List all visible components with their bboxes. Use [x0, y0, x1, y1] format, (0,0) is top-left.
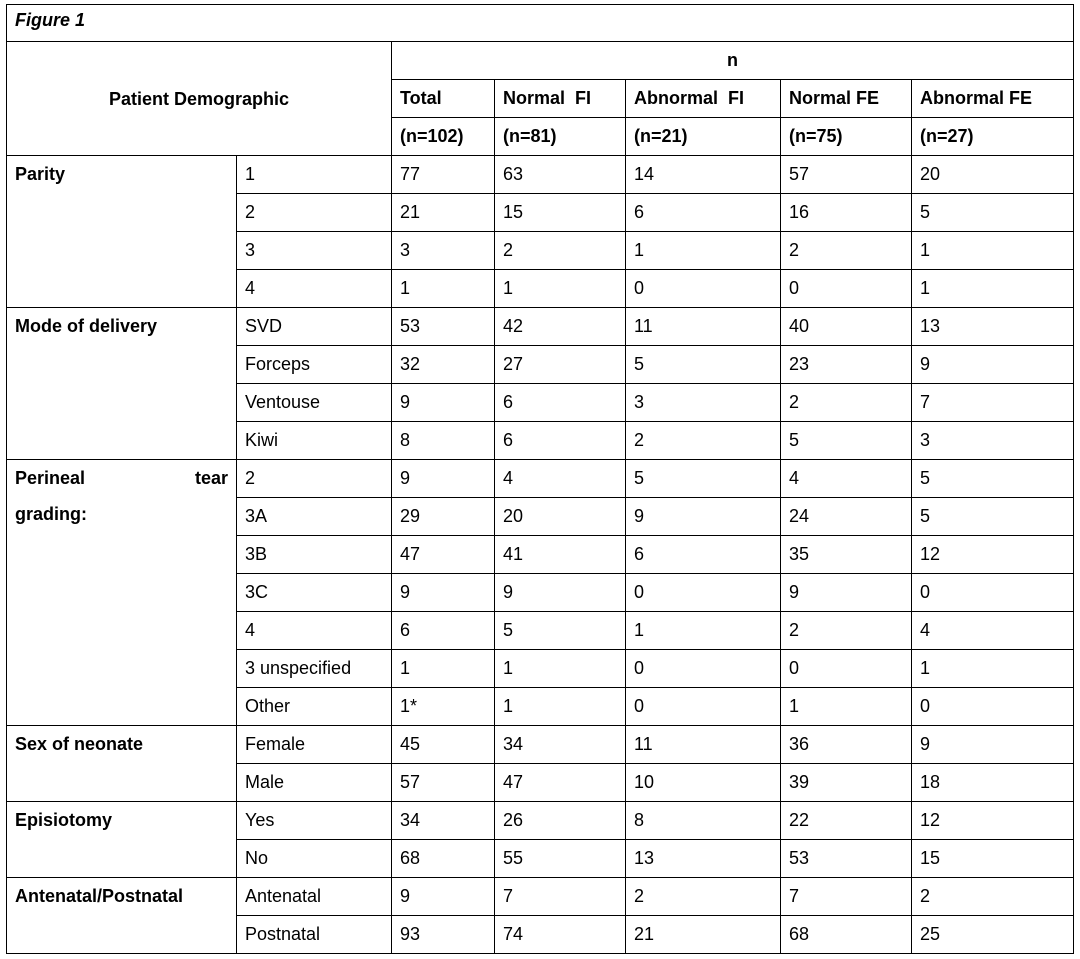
- value-cell: 0: [912, 688, 1074, 726]
- value-cell: 0: [626, 688, 781, 726]
- subcategory-cell: Other: [237, 688, 392, 726]
- value-cell: 6: [495, 384, 626, 422]
- value-cell: 39: [781, 764, 912, 802]
- value-cell: 16: [781, 194, 912, 232]
- value-cell: 1: [495, 650, 626, 688]
- value-cell: 9: [626, 498, 781, 536]
- value-cell: 0: [626, 650, 781, 688]
- value-cell: 1: [912, 270, 1074, 308]
- value-cell: 9: [392, 460, 495, 498]
- value-cell: 77: [392, 156, 495, 194]
- value-cell: 2: [626, 878, 781, 916]
- value-cell: 5: [626, 346, 781, 384]
- value-cell: 9: [912, 346, 1074, 384]
- demographics-table: [6, 4, 1074, 954]
- value-cell: 36: [781, 726, 912, 764]
- value-cell: 57: [392, 764, 495, 802]
- value-cell: 53: [392, 308, 495, 346]
- value-cell: 1: [495, 688, 626, 726]
- subcategory-cell: Ventouse: [237, 384, 392, 422]
- subcategory-cell: 3A: [237, 498, 392, 536]
- value-cell: 1: [392, 650, 495, 688]
- value-cell: 47: [495, 764, 626, 802]
- value-cell: 20: [495, 498, 626, 536]
- table-row: [7, 308, 1074, 346]
- column-header-name: Normal FE: [781, 80, 912, 118]
- subcategory-cell: Kiwi: [237, 422, 392, 460]
- value-cell: 24: [781, 498, 912, 536]
- subcategory-cell: 4: [237, 270, 392, 308]
- group-label: Episiotomy: [7, 802, 237, 878]
- column-header-name: Abnormal FE: [912, 80, 1074, 118]
- value-cell: 9: [392, 878, 495, 916]
- subcategory-cell: Forceps: [237, 346, 392, 384]
- value-cell: 11: [626, 308, 781, 346]
- value-cell: 5: [912, 498, 1074, 536]
- value-cell: 1: [781, 688, 912, 726]
- column-header-name: Abnormal FI: [626, 80, 781, 118]
- value-cell: 0: [781, 650, 912, 688]
- column-header-count: (n=21): [626, 118, 781, 156]
- group-label: Antenatal/Postnatal: [7, 878, 237, 954]
- subcategory-cell: Female: [237, 726, 392, 764]
- group-label-line: [15, 460, 228, 496]
- value-cell: 22: [781, 802, 912, 840]
- value-cell: 55: [495, 840, 626, 878]
- value-cell: 74: [495, 916, 626, 954]
- group-label: Sex of neonate: [7, 726, 237, 802]
- value-cell: 9: [392, 574, 495, 612]
- value-cell: 7: [495, 878, 626, 916]
- value-cell: 1: [912, 232, 1074, 270]
- value-cell: 57: [781, 156, 912, 194]
- value-cell: 1: [495, 270, 626, 308]
- value-cell: 1: [912, 650, 1074, 688]
- subcategory-cell: Postnatal: [237, 916, 392, 954]
- value-cell: 15: [495, 194, 626, 232]
- value-cell: 25: [912, 916, 1074, 954]
- value-cell: 13: [912, 308, 1074, 346]
- value-cell: 21: [392, 194, 495, 232]
- value-cell: 68: [392, 840, 495, 878]
- value-cell: 93: [392, 916, 495, 954]
- column-header-name: Total: [392, 80, 495, 118]
- value-cell: 3: [626, 384, 781, 422]
- value-cell: 5: [912, 194, 1074, 232]
- value-cell: 26: [495, 802, 626, 840]
- value-cell: 8: [392, 422, 495, 460]
- value-cell: 0: [626, 574, 781, 612]
- group-label-word: Perineal: [15, 468, 86, 488]
- value-cell: 27: [495, 346, 626, 384]
- value-cell: 29: [392, 498, 495, 536]
- value-cell: 15: [912, 840, 1074, 878]
- value-cell: 2: [626, 422, 781, 460]
- subcategory-cell: SVD: [237, 308, 392, 346]
- value-cell: 2: [781, 232, 912, 270]
- value-cell: 4: [495, 460, 626, 498]
- value-cell: 18: [912, 764, 1074, 802]
- subcategory-cell: 3 unspecified: [237, 650, 392, 688]
- subcategory-cell: Yes: [237, 802, 392, 840]
- figure-title: Figure 1: [7, 5, 1074, 42]
- value-cell: 5: [495, 612, 626, 650]
- value-cell: 8: [626, 802, 781, 840]
- value-cell: 9: [781, 574, 912, 612]
- value-cell: 34: [495, 726, 626, 764]
- group-label: Parity: [7, 156, 237, 308]
- value-cell: 5: [912, 460, 1074, 498]
- value-cell: 2: [912, 878, 1074, 916]
- value-cell: 1: [626, 612, 781, 650]
- value-cell: 47: [392, 536, 495, 574]
- value-cell: 1*: [392, 688, 495, 726]
- subcategory-cell: 1: [237, 156, 392, 194]
- patient-demographic-header: Patient Demographic: [7, 42, 392, 156]
- column-header-count: (n=75): [781, 118, 912, 156]
- group-label: [7, 460, 237, 726]
- subcategory-cell: 4: [237, 612, 392, 650]
- value-cell: 9: [912, 726, 1074, 764]
- value-cell: 9: [392, 384, 495, 422]
- value-cell: 3: [912, 422, 1074, 460]
- value-cell: 20: [912, 156, 1074, 194]
- value-cell: 1: [392, 270, 495, 308]
- subcategory-cell: 3B: [237, 536, 392, 574]
- value-cell: 41: [495, 536, 626, 574]
- subcategory-cell: 3: [237, 232, 392, 270]
- value-cell: 34: [392, 802, 495, 840]
- table-row: [7, 802, 1074, 840]
- value-cell: 21: [626, 916, 781, 954]
- value-cell: 53: [781, 840, 912, 878]
- value-cell: 13: [626, 840, 781, 878]
- value-cell: 6: [626, 194, 781, 232]
- value-cell: 12: [912, 802, 1074, 840]
- column-header-count: (n=81): [495, 118, 626, 156]
- subcategory-cell: No: [237, 840, 392, 878]
- value-cell: 10: [626, 764, 781, 802]
- group-label: Mode of delivery: [7, 308, 237, 460]
- value-cell: 5: [626, 460, 781, 498]
- subcategory-cell: 3C: [237, 574, 392, 612]
- table-row: [7, 878, 1074, 916]
- subcategory-cell: 2: [237, 194, 392, 232]
- subcategory-cell: Antenatal: [237, 878, 392, 916]
- value-cell: 35: [781, 536, 912, 574]
- value-cell: 0: [781, 270, 912, 308]
- value-cell: 14: [626, 156, 781, 194]
- value-cell: 63: [495, 156, 626, 194]
- value-cell: 6: [495, 422, 626, 460]
- value-cell: 4: [912, 612, 1074, 650]
- value-cell: 2: [781, 612, 912, 650]
- value-cell: 40: [781, 308, 912, 346]
- group-label-line: grading:: [15, 504, 87, 524]
- value-cell: 2: [781, 384, 912, 422]
- group-label-word: tear: [194, 468, 228, 488]
- value-cell: 6: [392, 612, 495, 650]
- subcategory-cell: 2: [237, 460, 392, 498]
- value-cell: 11: [626, 726, 781, 764]
- value-cell: 1: [626, 232, 781, 270]
- value-cell: 4: [781, 460, 912, 498]
- value-cell: 2: [495, 232, 626, 270]
- value-cell: 12: [912, 536, 1074, 574]
- value-cell: 6: [626, 536, 781, 574]
- value-cell: 0: [912, 574, 1074, 612]
- value-cell: 0: [626, 270, 781, 308]
- value-cell: 45: [392, 726, 495, 764]
- table-row: [7, 460, 1074, 498]
- value-cell: 3: [392, 232, 495, 270]
- value-cell: 5: [781, 422, 912, 460]
- column-header-count: (n=27): [912, 118, 1074, 156]
- value-cell: 7: [912, 384, 1074, 422]
- subcategory-cell: Male: [237, 764, 392, 802]
- column-header-count: (n=102): [392, 118, 495, 156]
- table-row: [7, 726, 1074, 764]
- value-cell: 7: [781, 878, 912, 916]
- value-cell: 42: [495, 308, 626, 346]
- value-cell: 32: [392, 346, 495, 384]
- column-header-name: Normal FI: [495, 80, 626, 118]
- value-cell: 23: [781, 346, 912, 384]
- table-row: [7, 156, 1074, 194]
- value-cell: 9: [495, 574, 626, 612]
- value-cell: 68: [781, 916, 912, 954]
- n-header: n: [392, 42, 1074, 80]
